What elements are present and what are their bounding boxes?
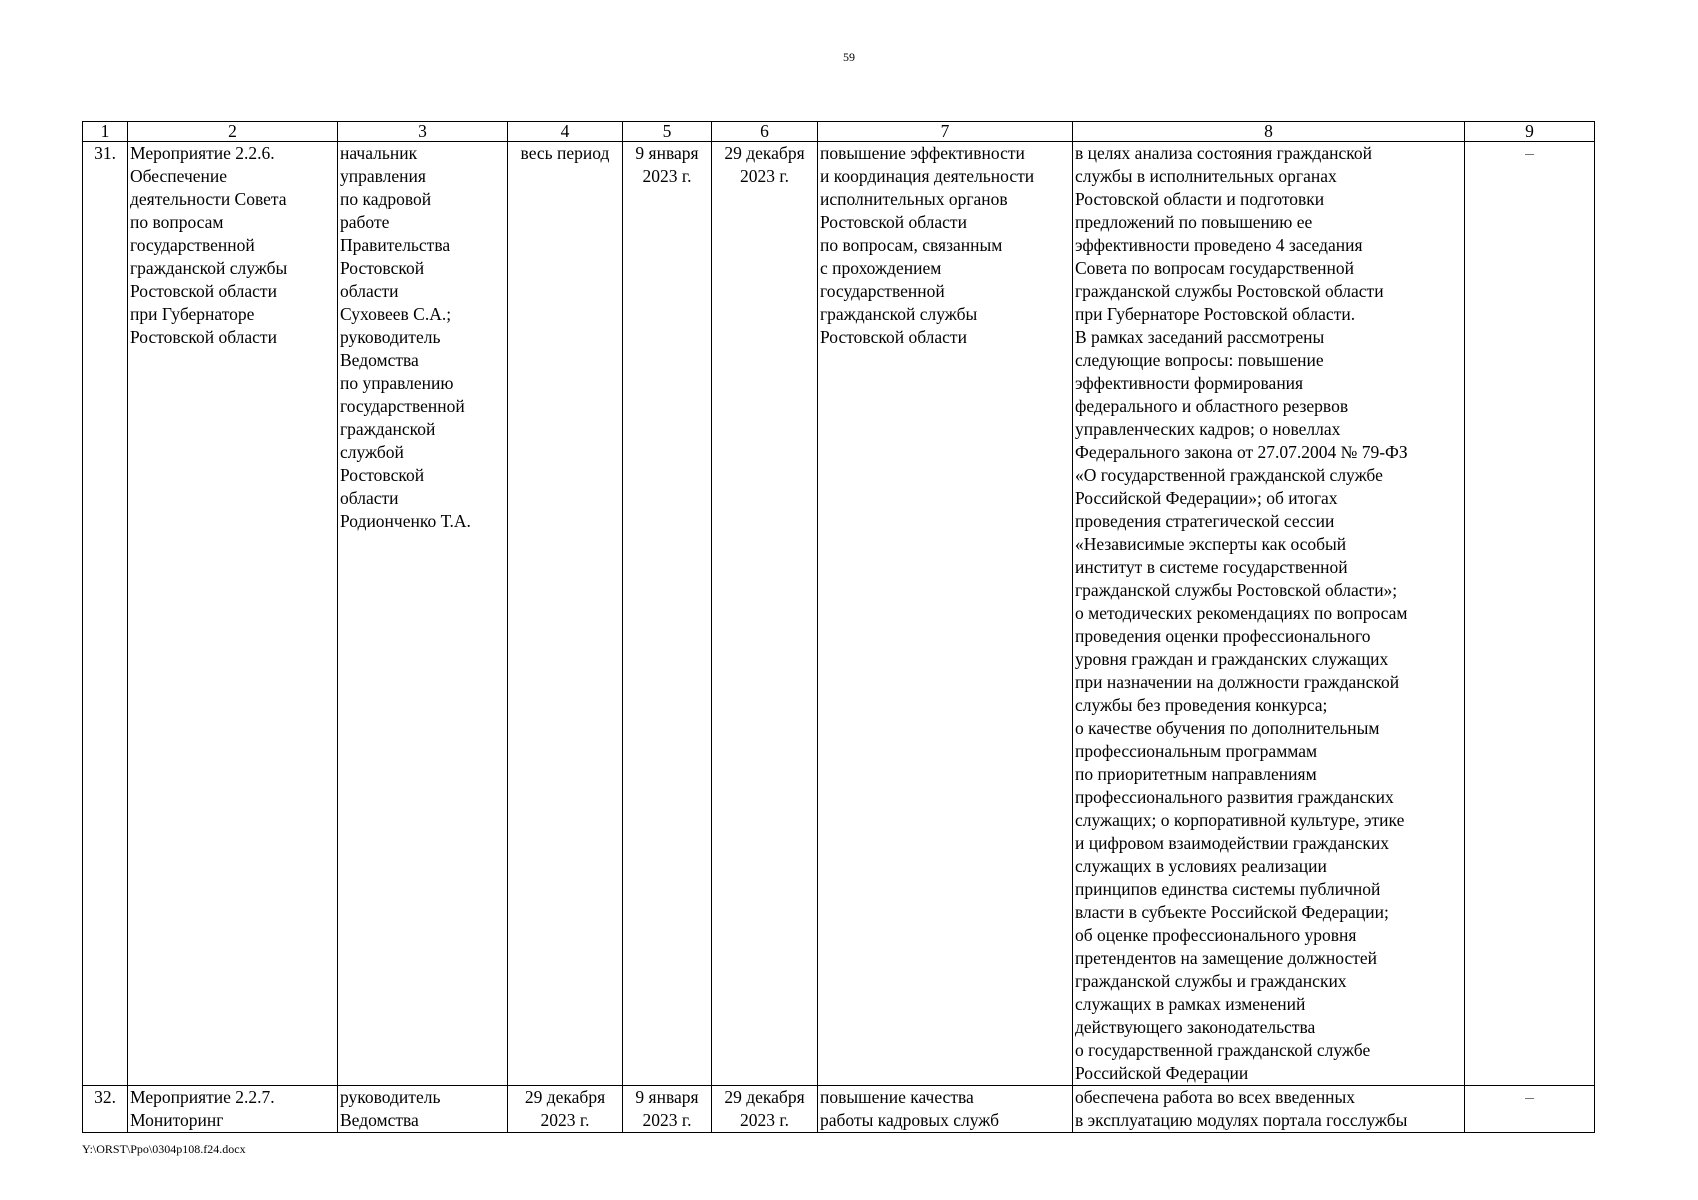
table-row xyxy=(83,142,1595,1086)
responsible-cell xyxy=(338,142,508,1086)
cell-text-line: проведения стратегической сессии xyxy=(1075,511,1335,531)
expected-result-cell xyxy=(818,1086,1073,1133)
event-cell xyxy=(128,1086,338,1133)
cell-text-line: служащих в рамках изменений xyxy=(1075,994,1306,1014)
cell-text-line: и координация деятельности xyxy=(820,166,1035,186)
cell-text-line: 29 декабря xyxy=(524,1087,606,1107)
cell-text-line: о качестве обучения по дополнительным xyxy=(1075,718,1380,738)
table-body xyxy=(83,142,1595,1133)
cell-text-line: исполнительных органов xyxy=(820,189,1008,209)
cell-text-line: по кадровой xyxy=(340,189,432,209)
cell-text-line: «Независимые эксперты как особый xyxy=(1075,534,1347,554)
cell-text-line: по вопросам, связанным xyxy=(820,235,1003,255)
cell-text-line: 2023 г. xyxy=(642,166,692,186)
column-header: 8 xyxy=(1073,122,1465,142)
column-header: 5 xyxy=(623,122,712,142)
cell-text-line: 2023 г. xyxy=(540,1110,590,1130)
cell-text-line: об оценке профессионального уровня xyxy=(1075,925,1357,945)
cell-text-line: действующего законодательства xyxy=(1075,1017,1316,1037)
cell-text-line: области xyxy=(340,488,399,508)
cell-text-line: эффективности формирования xyxy=(1075,373,1304,393)
cell-text-line: профессионального развития гражданских xyxy=(1075,787,1394,807)
cell-text-line: обеспечена работа во всех введенных xyxy=(1075,1087,1356,1107)
cell-text-line: профессиональным программам xyxy=(1075,741,1318,761)
cell-text-line: руководитель xyxy=(340,1087,441,1107)
footer-file-path: Y:\ORST\Ppo\0304p108.f24.docx xyxy=(82,1142,246,1156)
end-date-cell xyxy=(712,1086,818,1133)
cell-text-line: федерального и областного резервов xyxy=(1075,396,1349,416)
cell-text-line: повышение эффективности xyxy=(820,143,1025,163)
cell-text-line: Ростовской области xyxy=(130,327,277,347)
cell-text-line: гражданской службы xyxy=(820,304,978,324)
cell-text-line: службы без проведения конкурса; xyxy=(1075,695,1328,715)
cell-text-line: государственной xyxy=(130,235,255,255)
cell-text-line: принципов единства системы публичной xyxy=(1075,879,1381,899)
cell-text-line: Мероприятие 2.2.7. xyxy=(130,1087,275,1107)
cell-text-line: 2023 г. xyxy=(740,166,789,186)
cell-text-line: проведения оценки профессионального xyxy=(1075,626,1371,646)
actual-result-cell xyxy=(1073,142,1465,1086)
cell-text-line: деятельности Совета xyxy=(130,189,287,209)
cell-text-line: гражданской службы Ростовской области xyxy=(1075,281,1384,301)
header-row xyxy=(83,122,1595,142)
cell-text-line: о методических рекомендациях по вопросам xyxy=(1075,603,1408,623)
cell-text-line: – xyxy=(1525,1087,1534,1107)
cell-text-line: служащих в условиях реализации xyxy=(1075,856,1327,876)
cell-text-line: Суховеев С.А.; xyxy=(340,304,452,324)
cell-text-line: с прохождением xyxy=(820,258,942,278)
cell-text-line: следующие вопросы: повышение xyxy=(1075,350,1324,370)
period-cell xyxy=(508,1086,623,1133)
actual-result-cell xyxy=(1073,1086,1465,1133)
cell-text-line: службы в исполнительных органах xyxy=(1075,166,1337,186)
report-table xyxy=(82,121,1595,1133)
cell-text-line: Мониторинг xyxy=(130,1110,224,1130)
period-cell xyxy=(508,142,623,1086)
cell-text-line: Родионченко Т.А. xyxy=(340,511,471,531)
column-header: 7 xyxy=(818,122,1073,142)
event-cell xyxy=(128,142,338,1086)
cell-text-line: гражданской службы Ростовской области»; xyxy=(1075,580,1398,600)
cell-text-line: в эксплуатацию модулях портала госслужбы xyxy=(1075,1110,1408,1130)
cell-text-line: эффективности проведено 4 заседания xyxy=(1075,235,1363,255)
cell-text-line: Правительства xyxy=(340,235,451,255)
column-header: 3 xyxy=(338,122,508,142)
cell-text-line: государственной xyxy=(820,281,945,301)
cell-text-line: Обеспечение xyxy=(130,166,228,186)
cell-text-line: службой xyxy=(340,442,404,462)
column-header: 6 xyxy=(712,122,818,142)
cell-text-line: области xyxy=(340,281,399,301)
cell-text-line: Ростовской области xyxy=(820,327,967,347)
cell-text-line: уровня граждан и гражданских служащих xyxy=(1075,649,1389,669)
cell-text-line: государственной xyxy=(340,396,465,416)
cell-text-line: Ростовской области xyxy=(820,212,967,232)
cell-text-line: служащих; о корпоративной культуре, этике xyxy=(1075,810,1405,830)
page-number: 59 xyxy=(843,50,855,64)
cell-text-line: Мероприятие 2.2.6. xyxy=(130,143,275,163)
cell-text-line: управленческих кадров; о новеллах xyxy=(1075,419,1341,439)
cell-text-line: 29 декабря xyxy=(724,1087,805,1107)
cell-text-line: по приоритетным направлениям xyxy=(1075,764,1317,784)
responsible-cell xyxy=(338,1086,508,1133)
cell-text-line: гражданской службы xyxy=(130,258,288,278)
cell-text-line: – xyxy=(1525,143,1534,163)
cell-text-line: Ведомства xyxy=(340,350,419,370)
cell-text-line: по вопросам xyxy=(130,212,224,232)
cell-text-line: работы кадровых служб xyxy=(820,1110,1000,1130)
cell-text-line: и цифровом взаимодействии гражданских xyxy=(1075,833,1389,853)
expected-result-cell xyxy=(818,142,1073,1086)
cell-text-line: при Губернаторе Ростовской области. xyxy=(1075,304,1356,324)
cell-text-line: весь период xyxy=(520,143,610,163)
cell-text-line: начальник xyxy=(340,143,418,163)
column-header: 2 xyxy=(128,122,338,142)
cell-text-line: предложений по повышению ее xyxy=(1075,212,1313,232)
cell-text-line: при Губернаторе xyxy=(130,304,255,324)
row-number: 31. xyxy=(83,142,128,1086)
column-header: 9 xyxy=(1465,122,1595,142)
column-header: 4 xyxy=(508,122,623,142)
cell-text-line: Федерального закона от 27.07.2004 № 79-ФЗ xyxy=(1075,442,1408,462)
note-cell xyxy=(1465,1086,1595,1133)
cell-text-line: повышение качества xyxy=(820,1087,974,1107)
cell-text-line: Совета по вопросам государственной xyxy=(1075,258,1354,278)
cell-text-line: Ростовской области и подготовки xyxy=(1075,189,1325,209)
cell-text-line: власти в субъекте Российской Федерации; xyxy=(1075,902,1389,922)
start-date-cell xyxy=(623,1086,712,1133)
cell-text-line: гражданской службы и гражданских xyxy=(1075,971,1347,991)
cell-text-line: 9 января xyxy=(635,1087,699,1107)
cell-text-line: руководитель xyxy=(340,327,441,347)
column-header: 1 xyxy=(83,122,128,142)
cell-text-line: Ростовской области xyxy=(130,281,277,301)
cell-text-line: претендентов на замещение должностей xyxy=(1075,948,1377,968)
cell-text-line: 9 января xyxy=(635,143,699,163)
end-date-cell xyxy=(712,142,818,1086)
cell-text-line: Российской Федерации»; об итогах xyxy=(1075,488,1338,508)
row-number: 32. xyxy=(83,1086,128,1133)
cell-text-line: при назначении на должности гражданской xyxy=(1075,672,1400,692)
cell-text-line: о государственной гражданской службе xyxy=(1075,1040,1371,1060)
cell-text-line: гражданской xyxy=(340,419,436,439)
cell-text-line: Российской Федерации xyxy=(1075,1063,1249,1083)
cell-text-line: 29 декабря xyxy=(724,143,805,163)
cell-text-line: работе xyxy=(340,212,390,232)
cell-text-line: управления xyxy=(340,166,426,186)
cell-text-line: В рамках заседаний рассмотрены xyxy=(1075,327,1325,347)
cell-text-line: 2023 г. xyxy=(740,1110,789,1130)
cell-text-line: Ростовской xyxy=(340,258,425,278)
cell-text-line: Ростовской xyxy=(340,465,425,485)
note-cell xyxy=(1465,142,1595,1086)
cell-text-line: в целях анализа состояния гражданской xyxy=(1075,143,1372,163)
start-date-cell xyxy=(623,142,712,1086)
cell-text-line: 2023 г. xyxy=(642,1110,692,1130)
cell-text-line: институт в системе государственной xyxy=(1075,557,1348,577)
cell-text-line: «О государственной гражданской службе xyxy=(1075,465,1383,485)
table-row xyxy=(83,1086,1595,1133)
cell-text-line: Ведомства xyxy=(340,1110,419,1130)
cell-text-line: по управлению xyxy=(340,373,454,393)
